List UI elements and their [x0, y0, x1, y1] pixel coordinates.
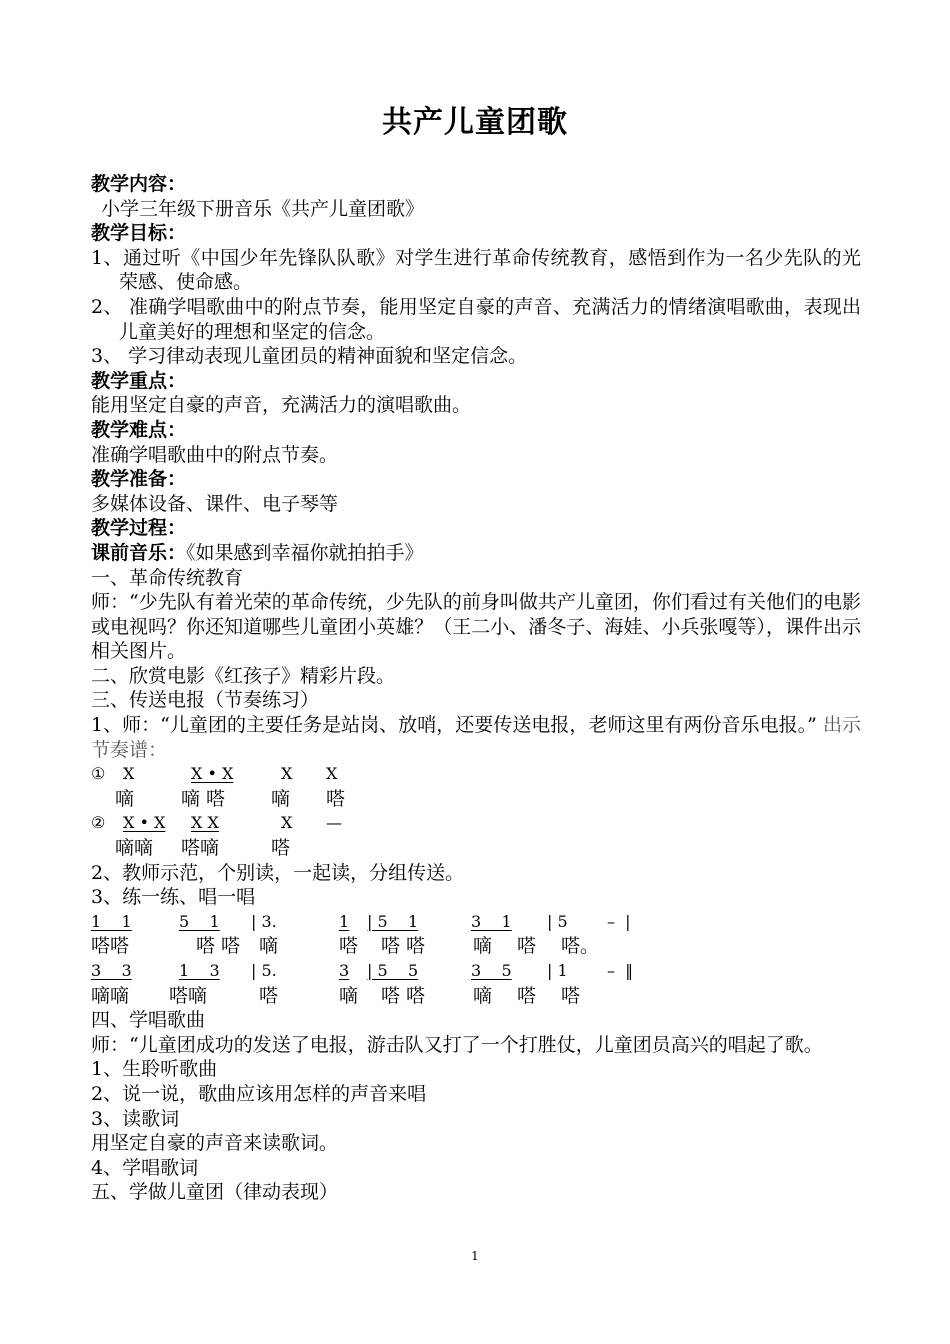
paragraph: 能用坚定自豪的声音，充满活力的演唱歌曲。: [91, 394, 472, 417]
song-syllable: 嗒: [339, 935, 359, 958]
pre-music-title: 《如果感到幸福你就拍拍手》: [186, 541, 424, 564]
section-heading: 教学内容：: [91, 173, 187, 195]
song-measure: – |: [607, 911, 631, 931]
rhythm-note: X: [281, 764, 293, 784]
section-heading: 教学准备：: [91, 468, 187, 491]
page-number: 1: [471, 1249, 479, 1263]
song-syllable: 嗒。: [561, 935, 600, 958]
list-item: 2、 准确学唱歌曲中的附点节奏，能用坚定自豪的声音、充满活力的情绪演唱歌曲，表现出儿童美好的理想和坚定的信念。: [91, 295, 861, 343]
song-measure: 1 3: [179, 961, 220, 980]
teacher-quote: 1、师：“儿童团的主要任务是站岗、放哨，还要传送电报，老师这里有两份音乐电报。”: [91, 714, 817, 737]
step-heading: 三、传送电报（节奏练习）: [91, 689, 320, 712]
step-item: 2、教师示范，个别读，一起读，分组传送。: [91, 861, 465, 884]
section-heading: 教学重点：: [91, 369, 187, 392]
step-heading: 五、学做儿童团（律动表现）: [91, 1181, 339, 1204]
paragraph: 准确学唱歌曲中的附点节奏。: [91, 443, 339, 466]
song-syllable: 嗒 嗒: [196, 935, 241, 958]
song-syllable: 嘀: [259, 935, 279, 958]
song-syllable: 嘀: [473, 935, 493, 958]
rhythm-note: X: [326, 764, 338, 784]
song-measure: 3 5: [471, 961, 512, 980]
rhythm-caption: 出示节奏谱：: [91, 714, 861, 761]
song-syllable: 嗒嗒: [91, 935, 130, 958]
step-heading: 四、学唱歌曲: [91, 1009, 206, 1032]
song-syllable: 嗒: [561, 984, 581, 1007]
song-syllable: 嗒 嗒: [381, 935, 426, 958]
song-lyric-row: [91, 934, 861, 959]
song-syllable: 嗒嘀: [169, 984, 208, 1007]
song-notation-row: [91, 910, 861, 935]
rhythm-syllable: 嗒: [326, 787, 346, 810]
rhythm-notation-row: [91, 762, 861, 787]
rhythm-note: X: [123, 764, 135, 784]
paragraph: 师：“少先队有着光荣的革命传统，少先队的前身叫做共产儿童团，你们看过有关他们的电影或电视吗？你还知道哪些儿童团小英雄？（王二小、潘冬子、海娃、小兵张嘎等），课件出示相关图片。: [91, 591, 861, 663]
song-syllable: 嘀: [339, 984, 359, 1007]
song-measure: 3 3: [91, 961, 132, 980]
rhythm-note: X X: [191, 813, 219, 833]
paragraph: [91, 713, 861, 762]
list-item: 3、 学习律动表现儿童团员的精神面貌和坚定信念。: [91, 345, 528, 368]
song-measure: | 3.: [251, 911, 277, 931]
step-heading: 一、革命传统教育: [91, 566, 244, 589]
rhythm-lyric-row: [91, 836, 861, 861]
song-syllable: 嗒: [517, 984, 537, 1007]
song-measure: 3 1: [471, 911, 512, 931]
song-syllable: 嗒 嗒: [381, 984, 426, 1007]
section-heading: 教学过程：: [91, 517, 187, 540]
song-measure: 1 1: [91, 911, 132, 931]
rhythm-syllable: 嘀: [115, 787, 135, 810]
rhythm-syllable: 嗒嘀: [181, 837, 220, 860]
rhythm-syllable: 嘀嘀: [115, 837, 154, 860]
document-title: 共产儿童团歌: [382, 105, 568, 140]
rhythm-lyric-row: [91, 787, 861, 812]
rhythm-mark: ②: [91, 813, 106, 833]
rhythm-note: X • X: [123, 813, 166, 833]
song-syllable: 嘀: [473, 984, 493, 1007]
song-measure: 3: [339, 961, 350, 980]
step-heading: 二、欣赏电影《红孩子》精彩片段。: [91, 664, 396, 687]
song-measure: 5 1: [179, 911, 220, 931]
section-heading: 教学目标：: [91, 222, 187, 245]
step-item: 3、练一练、唱一唱: [91, 886, 256, 909]
rhythm-syllable: 嘀: [271, 787, 291, 810]
song-measure: | 5: [547, 911, 568, 931]
rhythm-note: X • X: [191, 764, 234, 784]
rhythm-note: —: [326, 813, 342, 833]
step-item: 3、读歌词: [91, 1107, 180, 1130]
pre-class-music: [91, 541, 861, 566]
rhythm-notation-row: [91, 811, 861, 836]
step-item: 2、说一说，歌曲应该用怎样的声音来唱: [91, 1082, 427, 1105]
step-item: 4、学唱歌词: [91, 1156, 199, 1179]
song-measure: | 1: [547, 961, 568, 980]
document-body: [91, 172, 861, 1205]
song-notation-row: [91, 959, 861, 984]
paragraph: 用坚定自豪的声音来读歌词。: [91, 1132, 339, 1155]
song-measure: | 5.: [251, 961, 277, 980]
paragraph: 小学三年级下册音乐《共产儿童团歌》: [101, 197, 425, 220]
song-syllable: 嗒: [517, 935, 537, 958]
rhythm-syllable: 嗒: [271, 837, 291, 860]
paragraph: 师：“儿童团成功的发送了电报，游击队又打了一个打胜仗，儿童团员高兴的唱起了歌。: [91, 1033, 823, 1056]
song-measure: – ‖: [607, 961, 634, 980]
rhythm-mark: ①: [91, 764, 106, 784]
list-item: 1、通过听《中国少年先锋队队歌》对学生进行革命传统教育，感悟到作为一名少先队的光荣感、使命感。: [91, 246, 861, 294]
step-item: 1、生聆听歌曲: [91, 1058, 218, 1081]
rhythm-syllable: 嘀 嗒: [181, 787, 226, 810]
song-measure: | 5 5: [367, 961, 419, 980]
pre-music-label: 课前音乐：: [91, 541, 187, 564]
section-heading: 教学难点：: [91, 418, 187, 441]
song-measure: 1: [339, 911, 350, 931]
song-lyric-row: [91, 984, 861, 1009]
song-measure: | 5 1: [367, 911, 419, 931]
song-syllable: 嘀嘀: [91, 984, 130, 1007]
rhythm-note: X: [281, 813, 293, 833]
paragraph: 多媒体设备、课件、电子琴等: [91, 492, 339, 515]
song-syllable: 嗒: [259, 984, 279, 1007]
